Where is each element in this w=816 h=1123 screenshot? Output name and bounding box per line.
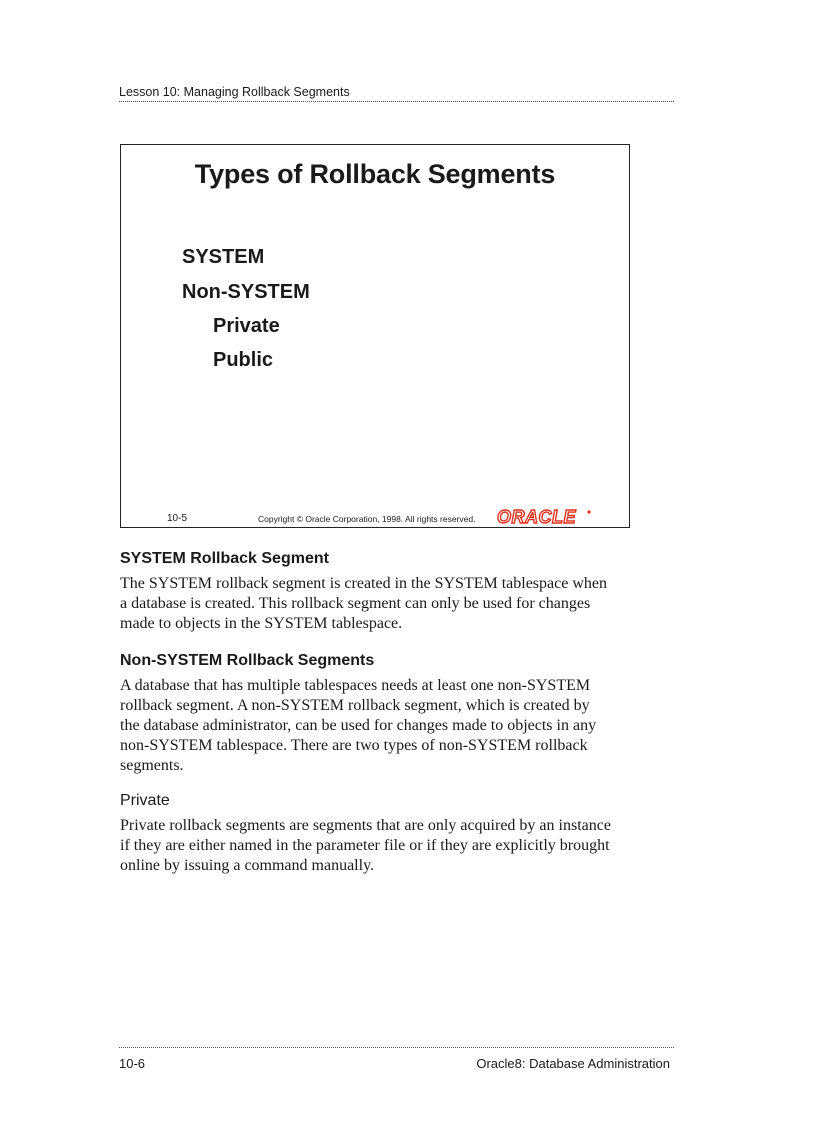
- footer-page-number: 10-6: [119, 1056, 146, 1071]
- slide-bullet-non-system: Non-SYSTEM: [182, 281, 310, 303]
- slide-bullet-system: SYSTEM: [182, 246, 265, 268]
- slide-subbullet-private: Private: [213, 315, 280, 337]
- text-line: if they are either named in the parameter file or if they are explicitly brought: [120, 837, 610, 854]
- slide-title: Types of Rollback Segments: [194, 159, 556, 189]
- text-line: Private rollback segments are segments that are only acquired by an instance: [120, 817, 611, 834]
- slide-subbullet-public: Public: [213, 349, 274, 371]
- slide-copyright: Copyright © Oracle Corporation, 1998. All rights reserved.: [258, 514, 476, 524]
- heading-non-system-rollback: Non-SYSTEM Rollback Segments: [120, 652, 375, 669]
- text-line: a database is created. This rollback segment can only be used for changes: [120, 595, 591, 612]
- paragraph-system-rollback: [120, 574, 620, 634]
- slide-number: 10-5: [167, 513, 188, 524]
- paragraph-non-system-rollback: [120, 676, 620, 776]
- text-line: segments.: [120, 757, 184, 774]
- text-line: online by issuing a command manually.: [120, 857, 375, 874]
- text-line: non-SYSTEM tablespace. There are two types of non-SYSTEM rollback: [120, 737, 588, 754]
- header-divider: [119, 101, 674, 102]
- paragraph-private: [120, 816, 620, 876]
- footer-divider: [119, 1047, 674, 1048]
- heading-private: Private: [120, 792, 170, 809]
- heading-system-rollback: SYSTEM Rollback Segment: [120, 550, 329, 567]
- text-line: the database administrator, can be used for changes made to objects in any: [120, 717, 597, 734]
- footer-book-title: Oracle8: Database Administration: [476, 1056, 670, 1071]
- running-head: Lesson 10: Managing Rollback Segments: [119, 85, 350, 99]
- text-line: The SYSTEM rollback segment is created in the SYSTEM tablespace when: [120, 575, 607, 592]
- slide-frame: [120, 144, 630, 528]
- text-line: A database that has multiple tablespaces needs at least one non-SYSTEM: [120, 677, 591, 694]
- text-line: rollback segment. A non-SYSTEM rollback segment, which is created by: [120, 697, 590, 714]
- oracle-logo: [497, 508, 593, 526]
- svg-text:ORACLE: ORACLE: [497, 508, 576, 526]
- text-line: made to objects in the SYSTEM tablespace.: [120, 615, 403, 632]
